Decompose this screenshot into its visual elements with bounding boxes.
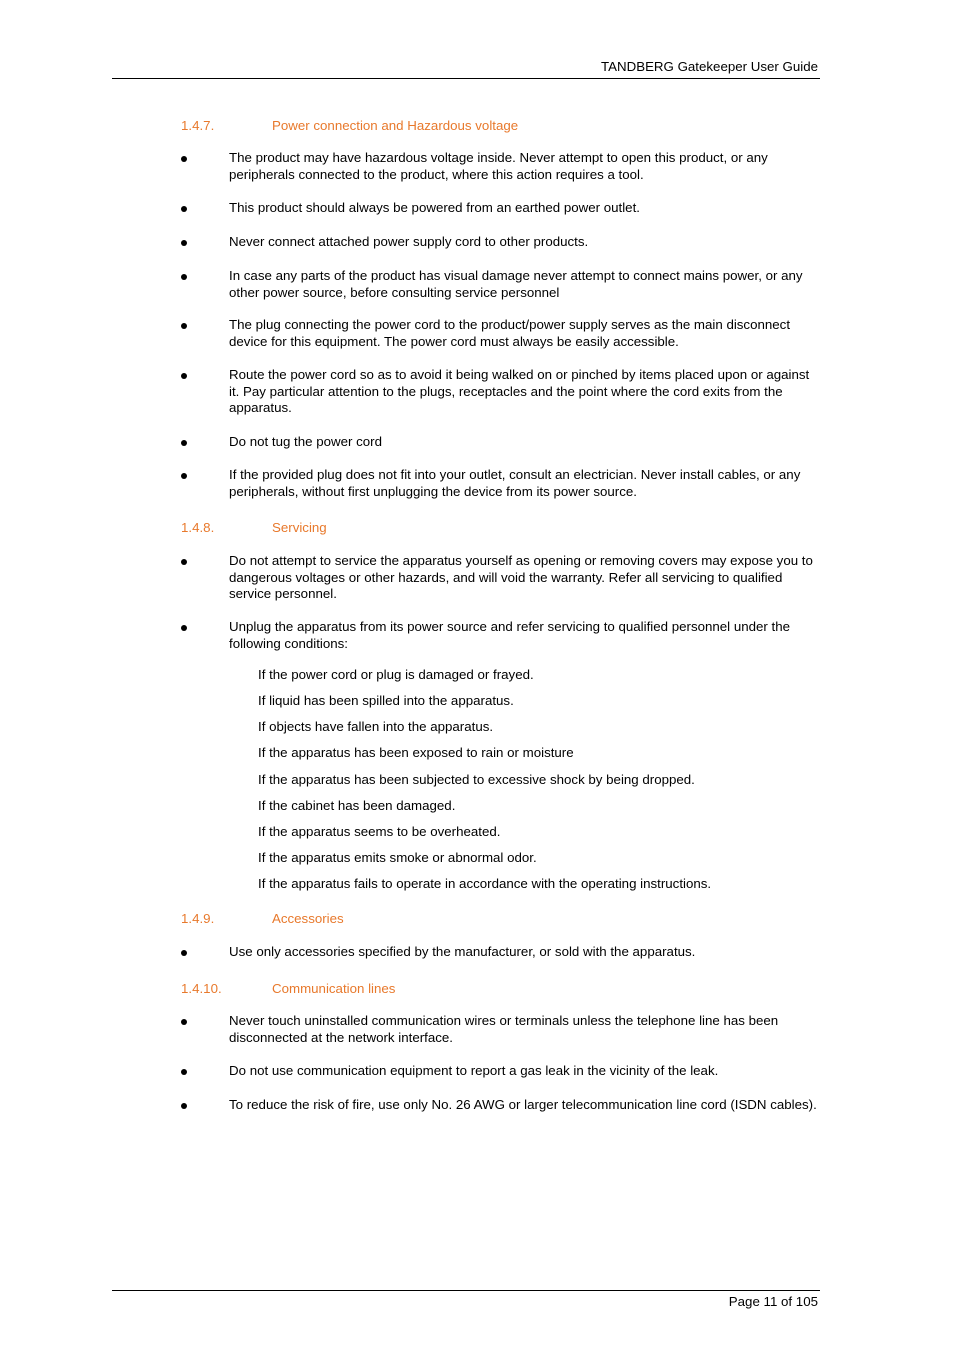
bullet-icon bbox=[181, 559, 187, 565]
section-number: 1.4.10. bbox=[181, 981, 222, 996]
condition-item: If the apparatus seems to be overheated. bbox=[258, 824, 501, 839]
document-header-title: TANDBERG Gatekeeper User Guide bbox=[600, 59, 818, 74]
condition-item: If the power cord or plug is damaged or frayed. bbox=[258, 667, 534, 682]
condition-item: If the cabinet has been damaged. bbox=[258, 798, 456, 813]
bullet-icon bbox=[181, 950, 187, 956]
section-number: 1.4.8. bbox=[181, 520, 215, 535]
condition-item: If objects have fallen into the apparatus. bbox=[258, 719, 494, 734]
list-item-text: In case any parts of the product has visual damage never attempt to connect mains power, or any other power source, before consulting service personnel bbox=[229, 268, 803, 300]
condition-item: If liquid has been spilled into the apparatus. bbox=[258, 693, 514, 708]
bullet-icon bbox=[181, 473, 187, 479]
section-number: 1.4.7. bbox=[181, 118, 215, 133]
bullet-icon bbox=[181, 625, 187, 631]
section-title: Accessories bbox=[272, 911, 344, 926]
list-item-text: Never connect attached power supply cord to other products. bbox=[229, 234, 589, 249]
list-item-text: Use only accessories specified by the manufacturer, or sold with the apparatus. bbox=[229, 944, 696, 959]
bullet-icon bbox=[181, 323, 187, 329]
list-item-text: Do not attempt to service the apparatus yourself as opening or removing covers may expose you to dangerous voltages or other hazards, and will void the warranty. Refer all servicing to qualified service personnel. bbox=[229, 553, 813, 602]
bullet-icon bbox=[181, 373, 187, 379]
bullet-icon bbox=[181, 240, 187, 246]
condition-item: If the apparatus has been exposed to rain or moisture bbox=[258, 745, 574, 760]
bullet-icon bbox=[181, 274, 187, 280]
page-number: Page 11 of 105 bbox=[728, 1294, 818, 1309]
list-item-text: Route the power cord so as to avoid it being walked on or pinched by items placed upon or against it. Pay particular attention to the plugs, receptacles and the point where the cord exits from the apparatus. bbox=[229, 367, 810, 416]
condition-item: If the apparatus emits smoke or abnormal odor. bbox=[258, 850, 537, 865]
list-item-text: Unplug the apparatus from its power source and refer servicing to qualified personnel under the following conditions: bbox=[229, 619, 791, 651]
footer-rule bbox=[112, 1290, 820, 1291]
list-item-text: This product should always be powered from an earthed power outlet. bbox=[229, 200, 640, 215]
section-title: Communication lines bbox=[272, 981, 396, 996]
bullet-icon bbox=[181, 1019, 187, 1025]
list-item-text: To reduce the risk of fire, use only No. 26 AWG or larger telecommunication line cord (ISDN cables). bbox=[229, 1097, 817, 1112]
section-number: 1.4.9. bbox=[181, 911, 215, 926]
bullet-icon bbox=[181, 440, 187, 446]
list-item-text: The plug connecting the power cord to the product/power supply serves as the main disconnect device for this equipment. The power cord must always be easily accessible. bbox=[229, 317, 791, 349]
list-item-text: Do not tug the power cord bbox=[229, 434, 383, 449]
condition-item: If the apparatus fails to operate in accordance with the operating instructions. bbox=[258, 876, 712, 891]
bullet-icon bbox=[181, 156, 187, 162]
list-item-text: If the provided plug does not fit into your outlet, consult an electrician. Never install cables, or any peripherals, without first unplugging the device from its power source. bbox=[229, 467, 801, 499]
bullet-icon bbox=[181, 1069, 187, 1075]
list-item-text: The product may have hazardous voltage inside. Never attempt to open this product, or any peripherals connected to the product, where this action requires a tool. bbox=[229, 150, 768, 182]
section-title: Power connection and Hazardous voltage bbox=[272, 118, 519, 133]
bullet-icon bbox=[181, 206, 187, 212]
section-title: Servicing bbox=[272, 520, 327, 535]
condition-item: If the apparatus has been subjected to excessive shock by being dropped. bbox=[258, 772, 695, 787]
header-rule bbox=[112, 78, 820, 79]
list-item-text: Do not use communication equipment to report a gas leak in the vicinity of the leak. bbox=[229, 1063, 719, 1078]
list-item-text: Never touch uninstalled communication wires or terminals unless the telephone line has been disconnected at the network interface. bbox=[229, 1013, 779, 1045]
bullet-icon bbox=[181, 1103, 187, 1109]
